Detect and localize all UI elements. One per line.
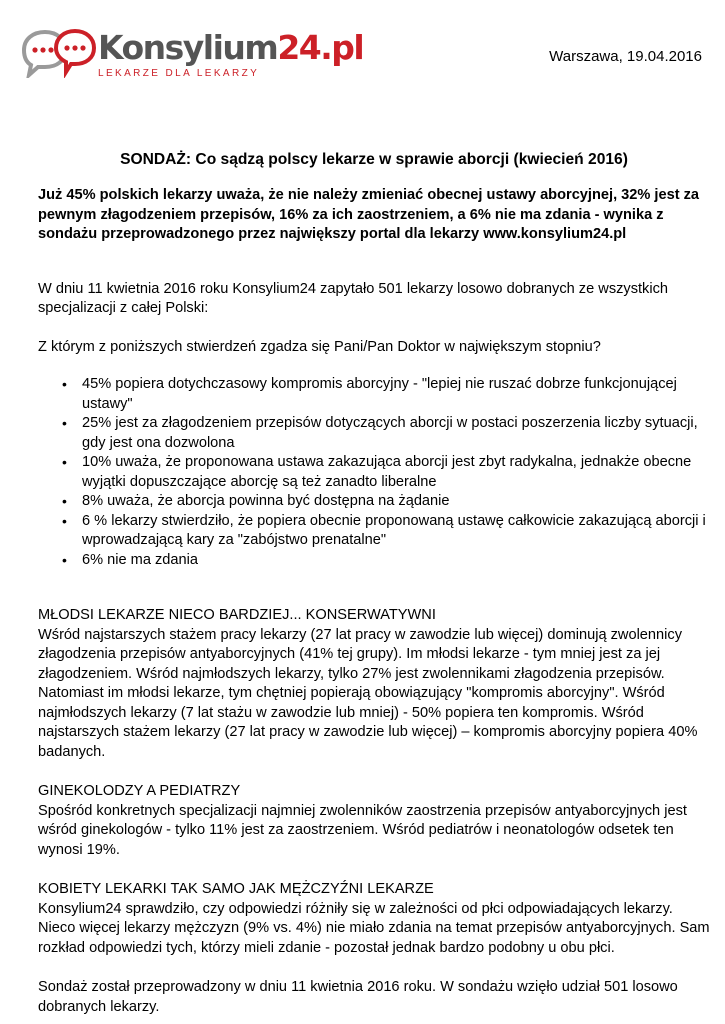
section-heading: GINEKOLODZY A PEDIATRZY [38,783,241,799]
list-item: • 6 % lekarzy stwierdziło, że popiera obecnie proponowaną ustawę całkowicie zakazującą aborcji i wprowadzającą kary za "zabójstwo prenatalne" [62,512,710,551]
section-heading: KOBIETY LEKARKI TAK SAMO JAK MĘŻCZYŹNI LEKARZE [38,881,434,897]
logo-name-accent: 24.pl [277,28,364,67]
closing-note: Sondaż został przeprowadzony w dniu 11 kwietnia 2016 roku. W sondażu wzięło udział 501 losowo dobranych lekarzy. [38,979,678,1015]
section-body: Konsylium24 sprawdziło, czy odpowiedzi różniły się w zależności od płci odpowiadających lekarzy. Nieco więcej lekarzy mężczyzn (9% vs. 4%) nie miało zdania na temat przepisów antyaborcyjnych. Sam rozkład odpowiedzi tych, którzy mieli zdanie - pozostał jednak bardzo podobny u obu płci. [38,900,710,956]
list-item: • 45% popiera dotychczasowy kompromis aborcyjny - "lepiej nie ruszać dobrze funkcjonującej ustawy" [62,375,710,414]
letterhead [18,22,708,92]
list-item: • 10% uważa, że proponowana ustawa zakazująca aborcji jest zbyt radykalna, jednakże obecne wyjątki dopuszczające aborcję są też zanadto liberalne [62,453,710,492]
logo-tagline: LEKARZE DLA LEKARZY [98,68,260,79]
article-title: SONDAŻ: Co sądzą polscy lekarze w sprawie aborcji (kwiecień 2016) [120,151,628,168]
article-body [38,150,710,1017]
speech-bubbles-icon [18,26,98,78]
section-gynecologists-pediatricians [38,782,710,860]
list-item: • 6% nie ma zdania [62,551,710,571]
section-gender [38,880,710,958]
survey-question: Z którym z poniższych stwierdzeń zgadza się Pani/Pan Doktor w największym stopniu? [38,338,601,355]
article-intro: W dniu 11 kwietnia 2016 roku Konsylium24 zapytało 501 lekarzy losowo dobranych ze wszystkich specjalizacji z całej Polski: [38,280,669,316]
section-body: Spośród konkretnych specjalizacji najmniej zwolenników zaostrzenia przepisów antyaborcyjnych jest wśród ginekologów - tylko 11% jest za zaostrzeniem. Wśród pediatrów i neonatologów odsetek ten wynosi 19%. [38,802,687,858]
section-body: Wśród najstarszych stażem pracy lekarzy (27 lat pracy w zawodzie lub więcej) dominują zwolennicy złagodzenia przepisów antyaborcyjnych (41% tej grupy). Im młodsi lekarze - tym mniej jest za jej złagodzeniem. Wśród najmłodszych lekarzy, tylko 27% jest zwolennikami złagodzenia przepisów. Natomiast im młodsi lekarze, tym chętniej popierają obowiązujący "kompromis aborcyjny". Wśród najmłodszych lekarzy (7 lat stażu w zawodzie lub mniej) - 50% popiera ten kompromis. Wśród najstarszych stażem lekarzy (27 lat pracy w zawodzie lub więcej) – kompromis aborcyjny popiera 40% badanych. [38,626,698,760]
konsylium24-logo [18,22,364,82]
document-date: Warszawa, 19.04.2016 [549,48,702,65]
survey-results-list [38,375,710,570]
logo-name-main: Konsylium [98,28,278,67]
logo-wordmark [98,28,363,68]
list-item: • 8% uważa, że aborcja powinna być dostępna na żądanie [62,492,710,512]
section-heading: MŁODSI LEKARZE NIECO BARDZIEJ... KONSERWATYWNI [38,607,436,623]
section-young-doctors [38,606,710,762]
article-lead: Już 45% polskich lekarzy uważa, że nie należy zmieniać obecnej ustawy aborcyjnej, 32% jest za pewnym złagodzeniem przepisów, 16% za ich zaostrzeniem, a 6% nie ma zdania - wynika z sondażu przeprowadzonego przez największy portal dla lekarzy www.konsylium24.pl [38,187,700,242]
list-item: • 25% jest za złagodzeniem przepisów dotyczących aborcji w postaci poszerzenia liczby sytuacji, gdy jest ona dozwolona [62,414,710,453]
